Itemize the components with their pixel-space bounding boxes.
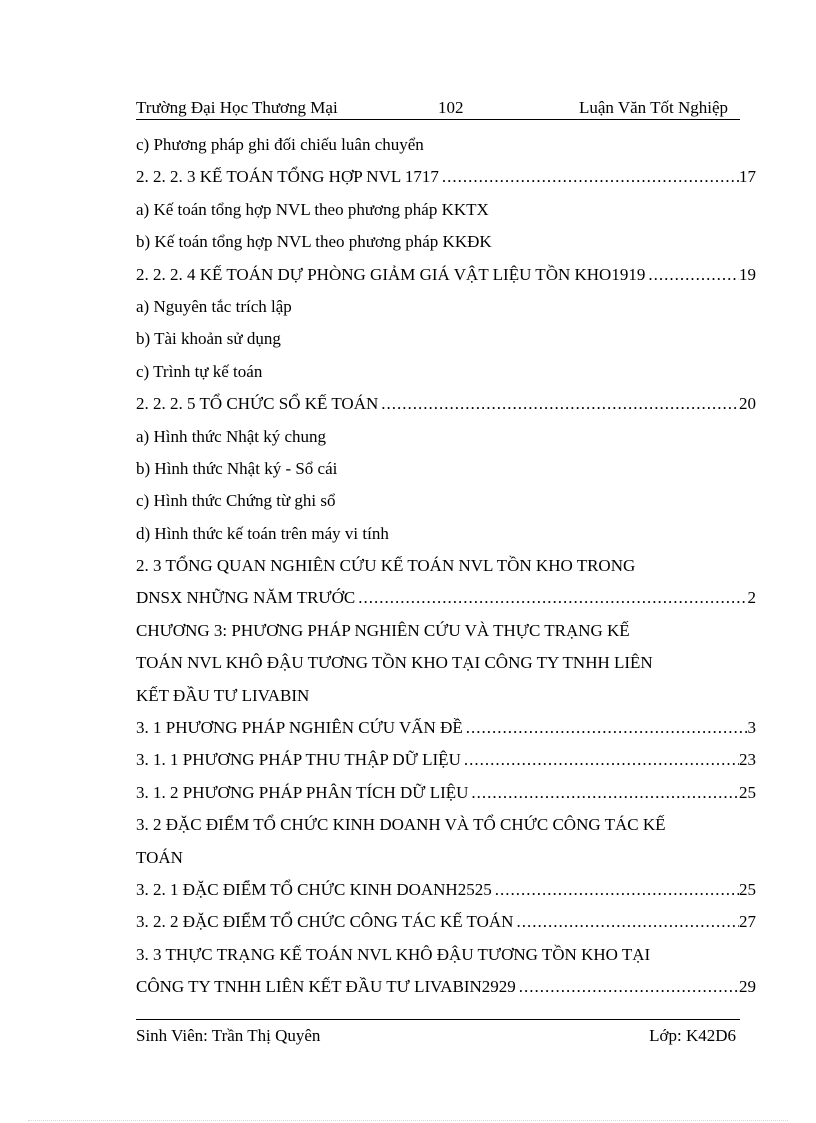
toc-leader-dots	[471, 777, 739, 809]
toc-line-text: 3. 1. 1 PHƯƠNG PHÁP THU THẬP DỮ LIỆU	[136, 750, 461, 770]
toc-line	[136, 291, 756, 323]
table-of-contents	[136, 129, 756, 1004]
toc-line	[136, 259, 756, 291]
toc-line-text: CHƯƠNG 3: PHƯƠNG PHÁP NGHIÊN CỨU VÀ THỰC TRẠNG KẾ	[136, 620, 630, 640]
toc-line	[136, 453, 756, 485]
toc-page-number: 2	[747, 588, 756, 608]
toc-leader-dots	[464, 744, 739, 776]
toc-line	[136, 939, 756, 971]
toc-leader-dots	[466, 712, 748, 744]
toc-line-text: b) Hình thức Nhật ký - Sổ cái	[136, 458, 338, 478]
toc-page-number: 3	[747, 718, 756, 738]
toc-line	[136, 971, 756, 1003]
toc-line	[136, 874, 756, 906]
toc-line	[136, 356, 756, 388]
header-doc-type: Luận Văn Tốt Nghiệp	[578, 98, 728, 117]
toc-line-text: d) Hình thức kế toán trên máy vi tính	[136, 523, 389, 543]
toc-line-text: 3. 2. 2 ĐẶC ĐIỂM TỔ CHỨC CÔNG TÁC KẾ TOÁN	[136, 912, 514, 932]
toc-line-text: CÔNG TY TNHH LIÊN KẾT ĐẦU TƯ LIVABIN2929	[136, 977, 516, 997]
toc-line-text: 2. 2. 2. 5 TỔ CHỨC SỔ KẾ TOÁN	[136, 394, 379, 414]
toc-line	[136, 226, 756, 258]
toc-leader-dots	[495, 874, 739, 906]
toc-leader-dots	[648, 259, 739, 291]
toc-page-number: 20	[739, 394, 756, 414]
toc-page-number: 27	[739, 912, 756, 932]
toc-line	[136, 647, 756, 679]
footer-class: Lớp: K42D6	[649, 1026, 736, 1045]
toc-line	[136, 129, 756, 161]
toc-line	[136, 518, 756, 550]
toc-line	[136, 906, 756, 938]
toc-line-text: c) Trình tự kế toán	[136, 361, 263, 381]
toc-page-number: 29	[739, 977, 756, 997]
footer-student: Sinh Viên: Trần Thị Quyên	[136, 1026, 321, 1045]
toc-page-number: 25	[739, 879, 756, 899]
toc-line	[136, 712, 756, 744]
toc-leader-dots	[519, 971, 739, 1003]
toc-line-text: 3. 2 ĐẶC ĐIỂM TỔ CHỨC KINH DOANH VÀ TỔ CHỨC CÔNG TÁC KẾ	[136, 815, 666, 835]
page-header	[136, 97, 740, 120]
toc-line-text: b) Kế toán tổng hợp NVL theo phương pháp KKĐK	[136, 232, 492, 252]
toc-line-text: 3. 3 THỰC TRẠNG KẾ TOÁN NVL KHÔ ĐẬU TƯƠNG TỒN KHO TẠI	[136, 944, 651, 964]
toc-line-text: TOÁN	[136, 847, 183, 867]
toc-line-text: 2. 2. 2. 4 KẾ TOÁN DỰ PHÒNG GIẢM GIÁ VẬT LIỆU TỒN KHO1919	[136, 264, 646, 284]
toc-line-text: 2. 3 TỔNG QUAN NGHIÊN CỨU KẾ TOÁN NVL TỒN KHO TRONG	[136, 556, 636, 576]
header-school: Trường Đại Học Thương Mại	[136, 98, 338, 117]
toc-line-text: a) Kế toán tổng hợp NVL theo phương pháp KKTX	[136, 199, 489, 219]
page-footer	[136, 1019, 740, 1045]
toc-line-text: a) Hình thức Nhật ký chung	[136, 426, 327, 446]
toc-line	[136, 744, 756, 776]
toc-line-text: c) Hình thức Chứng từ ghi sổ	[136, 491, 336, 511]
toc-line-text: a) Nguyên tắc trích lập	[136, 296, 292, 316]
toc-line-text: 2. 2. 2. 3 KẾ TOÁN TỔNG HỢP NVL 1717	[136, 167, 439, 187]
toc-line	[136, 615, 756, 647]
toc-leader-dots	[442, 161, 739, 193]
toc-line	[136, 194, 756, 226]
toc-line	[136, 421, 756, 453]
toc-leader-dots	[516, 906, 739, 938]
toc-page-number: 25	[739, 782, 756, 802]
toc-line	[136, 777, 756, 809]
toc-line-text: 3. 2. 1 ĐẶC ĐIỂM TỔ CHỨC KINH DOANH2525	[136, 879, 492, 899]
toc-line	[136, 388, 756, 420]
toc-line-text: b) Tài khoản sử dụng	[136, 329, 281, 349]
toc-leader-dots	[381, 388, 739, 420]
header-page-number: 102	[438, 98, 464, 117]
toc-line-text: TOÁN NVL KHÔ ĐẬU TƯƠNG TỒN KHO TẠI CÔNG TY TNHH LIÊN	[136, 653, 653, 673]
toc-page-number: 23	[739, 750, 756, 770]
toc-line-text: 3. 1. 2 PHƯƠNG PHÁP PHÂN TÍCH DỮ LIỆU	[136, 782, 469, 802]
toc-line	[136, 842, 756, 874]
toc-line	[136, 485, 756, 517]
toc-page-number: 17	[739, 167, 756, 187]
toc-line	[136, 809, 756, 841]
toc-line	[136, 582, 756, 614]
toc-line	[136, 161, 756, 193]
page-edge-divider	[28, 1120, 788, 1121]
toc-line	[136, 323, 756, 355]
toc-line	[136, 680, 756, 712]
toc-line-text: 3. 1 PHƯƠNG PHÁP NGHIÊN CỨU VẤN ĐỀ	[136, 718, 463, 738]
toc-page-number: 19	[739, 264, 756, 284]
toc-line-text: DNSX NHỮNG NĂM TRƯỚC	[136, 588, 356, 608]
toc-leader-dots	[358, 582, 747, 614]
toc-line-text: c) Phương pháp ghi đối chiếu luân chuyển	[136, 135, 424, 154]
toc-line-text: KẾT ĐẦU TƯ LIVABIN	[136, 685, 310, 705]
toc-line	[136, 550, 756, 582]
